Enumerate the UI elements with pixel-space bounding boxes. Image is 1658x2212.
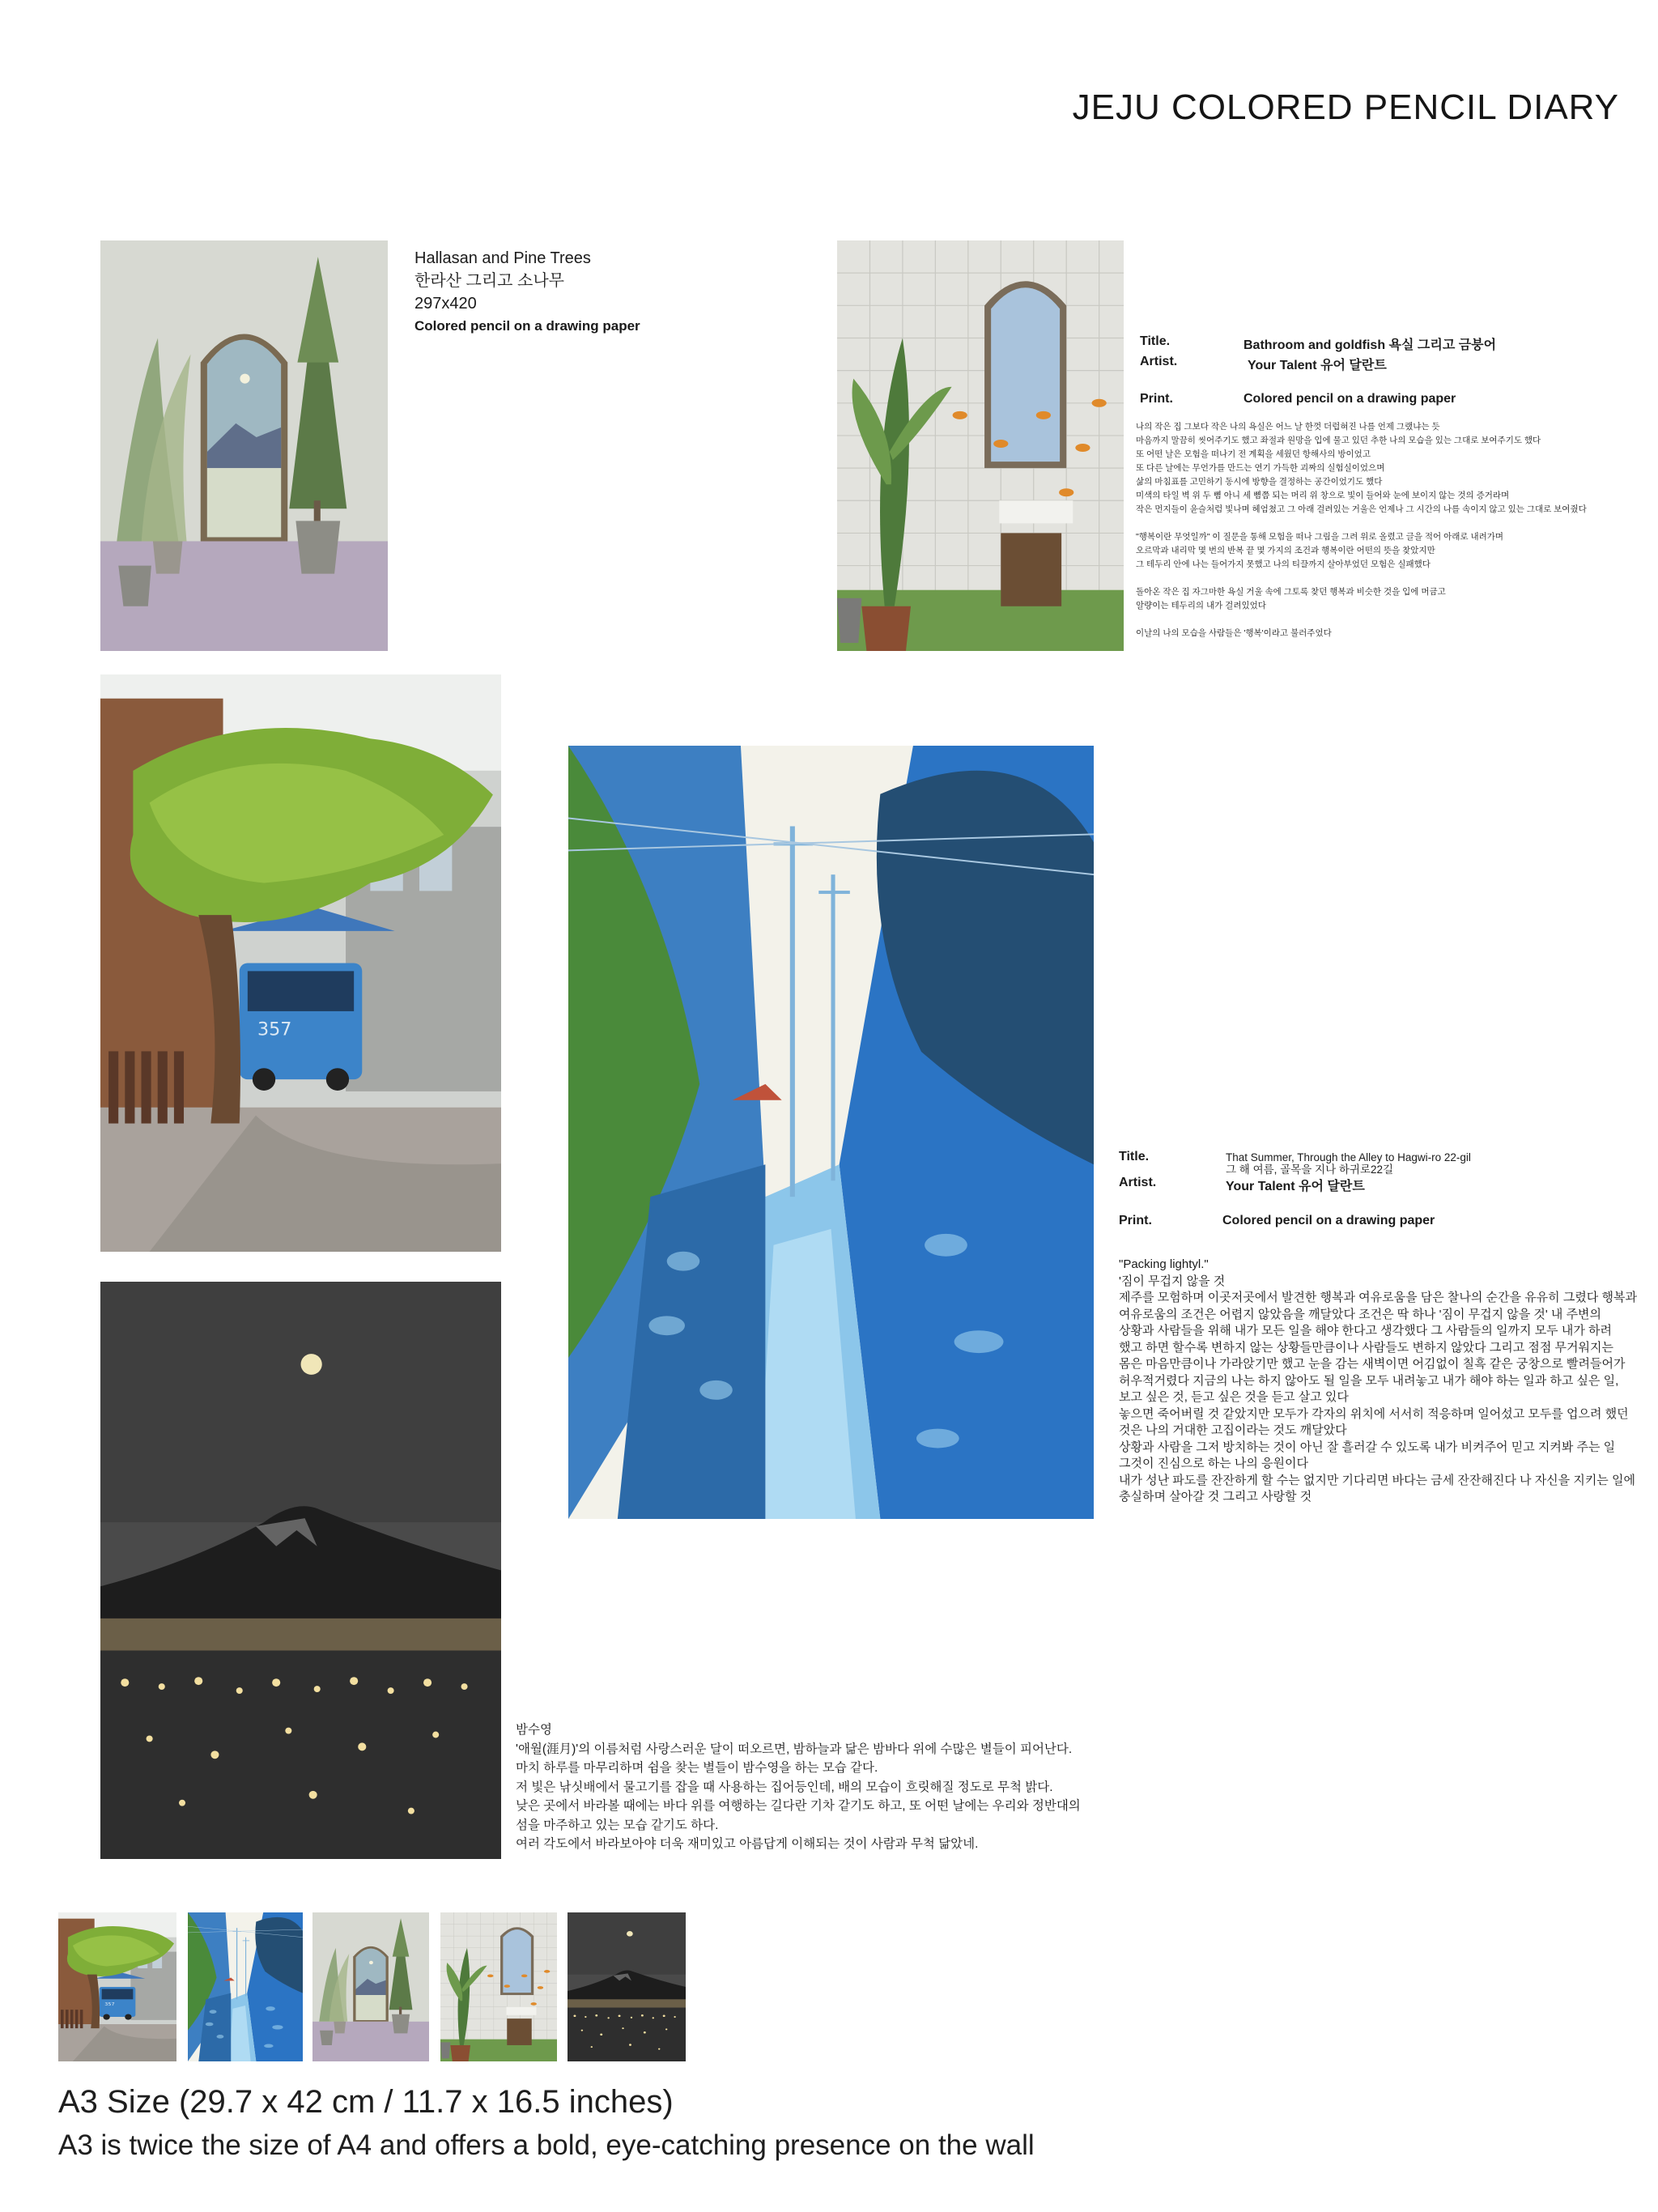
bathroom-paragraph-1 <box>1136 420 1622 517</box>
bathroom-artwork <box>837 240 1124 651</box>
night-swim-artwork <box>100 1282 501 1859</box>
thumbnail-night-swim[interactable] <box>568 1912 686 2061</box>
thumbnail-alley[interactable] <box>188 1912 303 2061</box>
bathroom-paragraph-3 <box>1136 585 1622 613</box>
alley-artist-value: Your Talent 유어 달란트 <box>1226 1180 1365 1193</box>
text-line: 또 다른 날에는 무언가를 만드는 연기 가득한 괴짜의 실험실이었으며 <box>1136 463 1385 473</box>
bathroom-paragraph-4 <box>1136 627 1622 640</box>
text-line: 또 어떤 날은 모험을 떠나기 전 계획을 세웠던 항해사의 방이었고 <box>1136 449 1371 459</box>
text-line: 낮은 곳에서 바라볼 때에는 바다 위를 여행하는 길다란 기차 같기도 하고, 또 어떤 날에는 우리와 정반대의 <box>516 1799 1081 1813</box>
hallasan-size: 297x420 <box>414 295 477 313</box>
alley-title-value <box>1226 1151 1471 1176</box>
size-description: A3 is twice the size of A4 and offers a bold, eye-catching presence on the wall <box>58 2129 1035 2161</box>
text-line: 미색의 타일 벽 위 두 뼘 아니 세 뼘쯤 되는 머리 위 창으로 빛이 들어와 눈에 보이지 않는 것의 증거라며 <box>1136 491 1510 500</box>
alley-artist-key: Artist. <box>1119 1176 1157 1189</box>
text-line: 상황과 사람을 그저 방치하는 것이 아닌 잘 흘러갈 수 있도록 내가 비켜주어 믿고 지켜봐 주는 일 그것이 진심으로 하는 나의 응원이다 <box>1119 1440 1616 1470</box>
text-line: 오르막과 내리막 몇 번의 반복 끝 몇 가지의 조건과 행복이란 어떤의 뜻을 찾았지만 <box>1136 546 1435 555</box>
thumbnail-bus-street[interactable] <box>58 1912 176 2061</box>
thumbnail-hallasan[interactable] <box>312 1912 429 2061</box>
bathroom-title-key: Title. <box>1140 334 1171 348</box>
text-line: 내가 성난 파도를 잔잔하게 할 수는 없지만 기다리면 바다는 금세 잔잔해진다 나 자신을 지키는 일에 충실하며 살아갈 것 그리고 사랑할 것 <box>1119 1473 1635 1504</box>
alley-title-key: Title. <box>1119 1150 1150 1163</box>
text-line: 알량이는 테두리의 내가 걸려있었다 <box>1136 601 1266 610</box>
bathroom-paragraph-2 <box>1136 530 1622 572</box>
alley-title-ko: 그 해 여름, 골목을 지나 하귀로22길 <box>1226 1163 1394 1176</box>
text-line: '짐이 무겁지 않을 것 <box>1119 1274 1226 1288</box>
hallasan-title-en: Hallasan and Pine Trees <box>414 249 591 267</box>
text-line: 여러 각도에서 바라보아야 더욱 재미있고 아름답게 이해되는 것이 사람과 무척 닮았네. <box>516 1837 979 1851</box>
alley-description <box>1119 1257 1637 1506</box>
text-line: 그 테두리 안에 나는 들어가지 못했고 나의 티끌까지 살아부었던 모험은 실패했다 <box>1136 559 1431 569</box>
bathroom-print-key: Print. <box>1140 392 1173 406</box>
text-line: '애월(涯月)'의 이름처럼 사랑스러운 달이 떠오르면, 밤하늘과 닮은 밤바다 위에 수많은 별들이 피어난다. <box>516 1742 1073 1756</box>
text-line: 마음까지 말끔히 씻어주기도 했고 좌절과 원망을 입에 물고 있던 추한 나의 모습을 있는 그대로 보여주기도 했다 <box>1136 436 1541 445</box>
text-line: 작은 먼지들이 윤슬처럼 빛나며 헤엄쳤고 그 아래 걸려있는 거울은 언제나 그 시간의 나를 속이지 않고 있는 그대로 보여줬다 <box>1136 504 1587 514</box>
bathroom-title-value: Bathroom and goldfish 욕실 그리고 금붕어 <box>1244 338 1497 352</box>
text-line: 삶의 마침표를 고민하기 동시에 방향을 결정하는 공간이었기도 했다 <box>1136 477 1383 487</box>
bus-street-artwork <box>100 674 501 1252</box>
night-swim-description <box>516 1721 1123 1854</box>
bathroom-artist-key: Artist. <box>1140 355 1178 368</box>
hallasan-title-ko: 한라산 그리고 소나무 <box>414 272 564 290</box>
text-line: 마치 하루를 마무리하며 쉼을 찾는 별들이 밤수영을 하는 모습 같다. <box>516 1761 878 1775</box>
hallasan-artwork <box>100 240 388 651</box>
bathroom-print-value: Colored pencil on a drawing paper <box>1244 392 1456 406</box>
bathroom-description <box>1136 420 1622 654</box>
page-title: JEJU COLORED PENCIL DIARY <box>1072 87 1619 127</box>
night-swim-title: 밤수영 <box>516 1723 552 1737</box>
size-title: A3 Size (29.7 x 42 cm / 11.7 x 16.5 inches) <box>58 2084 674 2120</box>
text-line: 놓으면 죽어버릴 것 같았지만 모두가 각자의 위치에 서서히 적응하며 일어섰고 모두를 업으려 했던 것은 나의 거대한 고집이라는 것도 깨달았다 <box>1119 1406 1629 1437</box>
text-line: 저 빛은 낚싯배에서 물고기를 잡을 때 사용하는 집어등인데, 배의 모습이 흐릿해질 정도로 무척 밝다. <box>516 1780 1053 1794</box>
text-line: 나의 작은 집 그보다 작은 나의 욕실은 어느 날 한껏 더럽혀진 나를 언제 그랬냐는 듯 <box>1136 422 1440 432</box>
text-line: 돌아온 작은 집 자그마한 욕실 거울 속에 그토록 찾던 행복과 비슷한 것을 입에 머금고 <box>1136 587 1446 597</box>
text-line: "Packing lightyl." <box>1119 1257 1209 1271</box>
text-line: "행복이란 무엇일까" 이 질문을 통해 모험을 떠나 그림을 그려 위로 올렸고 글을 적어 아래로 내려가며 <box>1136 532 1504 542</box>
alley-title-en: That Summer, Through the Alley to Hagwi-ro 22-gil <box>1226 1151 1471 1163</box>
alley-artwork <box>568 746 1094 1519</box>
text-line: 섬을 마주하고 있는 모습 같기도 하다. <box>516 1818 719 1832</box>
alley-print-value: Colored pencil on a drawing paper <box>1222 1214 1435 1227</box>
text-line: 제주를 모험하며 이곳저곳에서 발견한 행복과 여유로움을 담은 찰나의 순간을 유유히 그렸다 행복과 여유로움의 조건은 어렵지 않았음을 깨달았다 조건은 딱 하나 '짐이 무겁지 않을 것' 내 주변의 상황과 사람들을 위해 내가 모든 일을 해야 한다고 생각했다 그 사람들의 일까지 모두 내가 하려 했고 하면 할수록 변하지 않는 상황들만큼이나 사람들도 변하지 않았다 그리고 점점 무거워지는 몸은 마음만큼이나 가라앉기만 했고 눈을 감는 새벽이면 어김없이 칠흑 같은 궁창으로 빨려들어가 허우적거렸다 지금의 나는 하지 않아도 될 일을 모두 내려놓고 내가 해야 하는 일과 하고 싶은 일, 보고 싶은 것, 듣고 싶은 것을 듣고 살고 있다 <box>1119 1291 1637 1404</box>
hallasan-info <box>414 247 755 338</box>
thumbnail-bathroom[interactable] <box>440 1912 557 2061</box>
text-line: 이날의 나의 모습을 사람들은 '행복'이라고 불러주었다 <box>1136 628 1332 638</box>
alley-print-key: Print. <box>1119 1214 1152 1227</box>
bathroom-artist-value: Your Talent 유어 달란트 <box>1248 359 1387 372</box>
hallasan-medium: Colored pencil on a drawing paper <box>414 318 640 334</box>
